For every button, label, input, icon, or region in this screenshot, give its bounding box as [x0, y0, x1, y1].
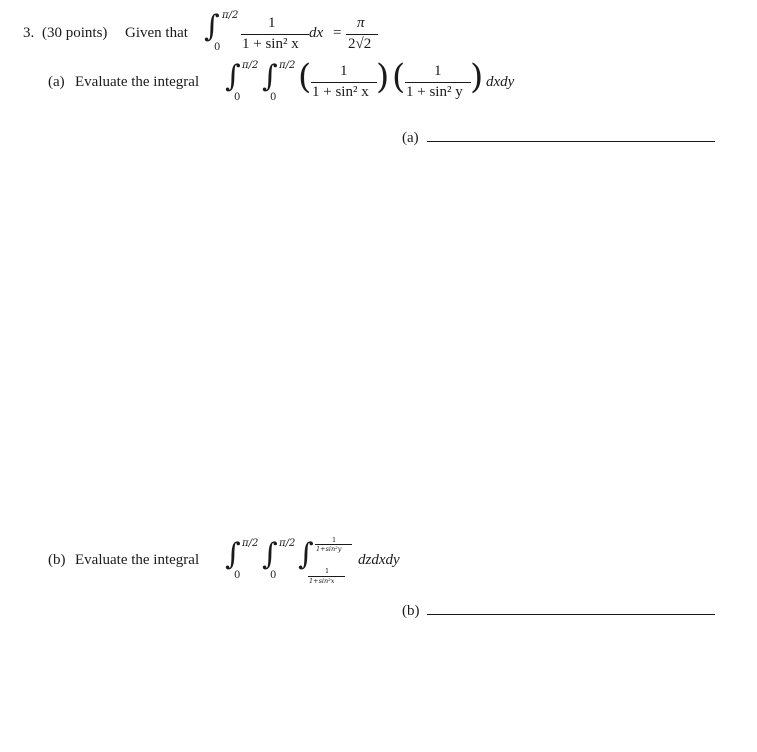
part-b-outer-lower: 0	[234, 570, 241, 581]
integral-sign: ∫	[225, 59, 241, 94]
inner-upper-num: 1	[332, 536, 337, 544]
part-b-middle-upper: π/2	[279, 538, 296, 549]
given-differential: dx	[309, 25, 324, 41]
answer-b-line[interactable]	[427, 614, 715, 615]
right-paren: )	[376, 57, 390, 97]
part-a-outer-lower: 0	[234, 92, 241, 103]
fraction-bar	[346, 34, 378, 35]
part-b-outer-upper: π/2	[242, 538, 259, 549]
answer-b-label: (b)	[402, 603, 420, 619]
equals-sign: =	[333, 25, 342, 41]
inner-upper-den: 1+sin²y	[316, 545, 342, 553]
factor1-numerator: 1	[340, 63, 348, 79]
answer-a-line[interactable]	[427, 141, 715, 142]
part-a-differential: dxdy	[486, 74, 515, 90]
integral-sign: ∫	[298, 537, 314, 572]
part-b-differential: dzdxdy	[358, 552, 400, 568]
given-denominator: 1 + sin² x	[242, 36, 299, 52]
factor2-denominator: 1 + sin² y	[406, 84, 463, 100]
part-a-label: (a)	[48, 74, 65, 90]
answer-a-label: (a)	[402, 130, 419, 146]
result-numerator: π	[357, 15, 365, 31]
part-a-text: Evaluate the integral	[75, 74, 200, 90]
factor1-denominator: 1 + sin² x	[312, 84, 369, 100]
integral-sign: ∫	[204, 9, 220, 44]
part-a-inner-upper: π/2	[279, 60, 296, 71]
problem-points: (30 points)	[42, 25, 108, 41]
problem-number: 3.	[23, 25, 35, 41]
fraction-bar	[405, 82, 471, 83]
given-numerator: 1	[268, 15, 276, 31]
left-paren: (	[392, 57, 406, 97]
left-paren: (	[298, 57, 312, 97]
given-text: Given that	[125, 25, 188, 41]
fraction-bar	[241, 34, 309, 35]
integral-sign: ∫	[225, 537, 241, 572]
right-paren: )	[470, 57, 484, 97]
integral-sign: ∫	[262, 59, 278, 94]
fraction-bar	[311, 82, 377, 83]
part-a-outer-upper: π/2	[242, 60, 259, 71]
result-denominator: 2√2	[348, 36, 372, 52]
inner-lower-den: 1+sin²x	[309, 577, 335, 585]
inner-lower-num: 1	[325, 567, 330, 575]
part-b-text: Evaluate the integral	[75, 552, 200, 568]
part-b-middle-lower: 0	[270, 570, 277, 581]
part-b-label: (b)	[48, 552, 66, 568]
integral-sign: ∫	[262, 537, 278, 572]
given-upper-limit: π/2	[222, 10, 239, 21]
given-lower-limit: 0	[214, 42, 221, 53]
part-a-inner-lower: 0	[270, 92, 277, 103]
factor2-numerator: 1	[434, 63, 442, 79]
